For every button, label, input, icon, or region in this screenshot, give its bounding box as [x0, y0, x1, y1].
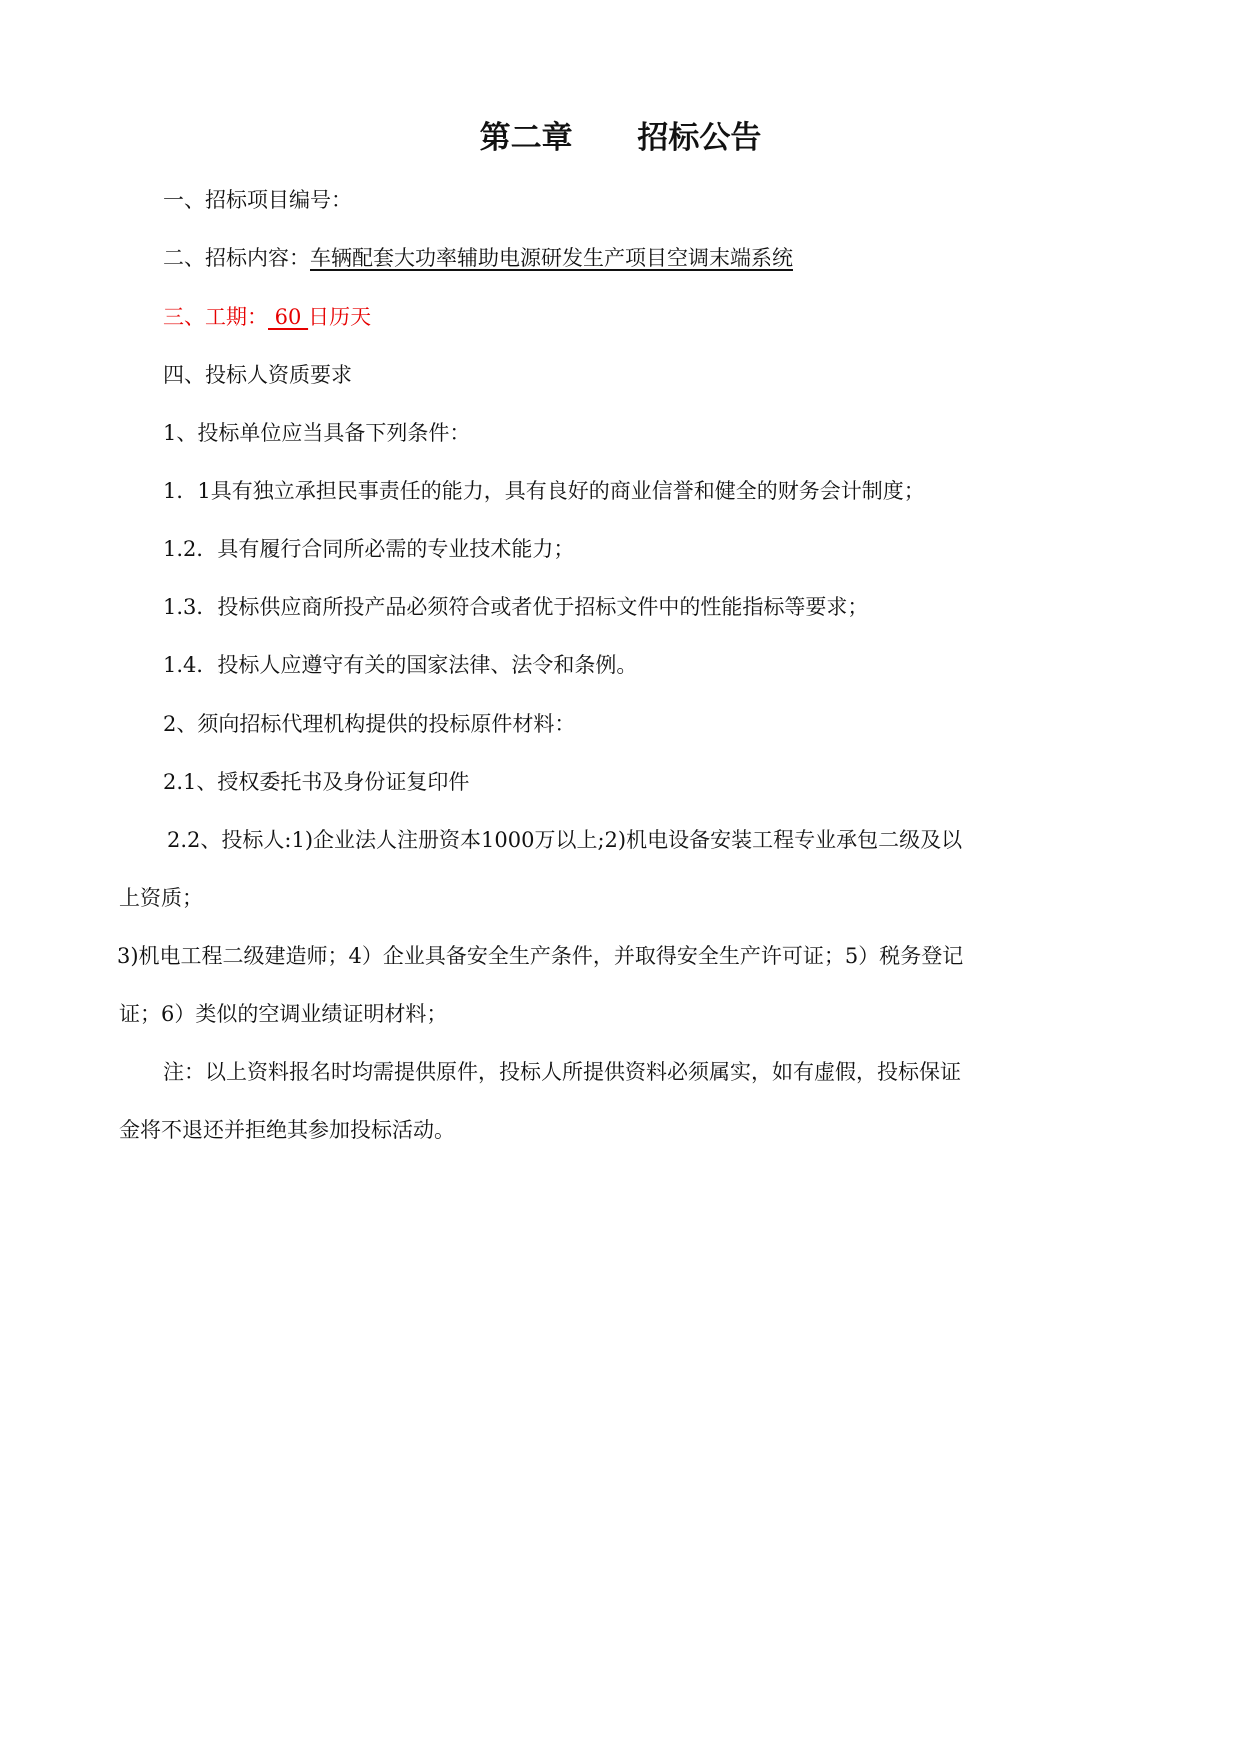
- requirement-2-2-line1: 2.2、投标人:1)企业法人注册资本1000万以上;2)机电设备安装工程专业承包二级及以: [167, 828, 963, 852]
- item-content-label: 二、招标内容：: [163, 246, 310, 270]
- requirement-1: 1、投标单位应当具备下列条件：: [163, 421, 471, 445]
- requirement-2-2-line3: 3)机电工程二级建造师；4）企业具备安全生产条件，并取得安全生产许可证；5）税务登记: [117, 944, 964, 968]
- item-duration: [163, 302, 371, 332]
- item-project-number: 一、招标项目编号：: [163, 188, 352, 212]
- requirement-2-2-line4: 证；6）类似的空调业绩证明材料；: [119, 1002, 448, 1026]
- page-title: 第二章 招标公告: [479, 120, 762, 156]
- item-content-value: 车辆配套大功率辅助电源研发生产项目空调末端系统: [310, 246, 793, 270]
- requirement-1-4: 1.4．投标人应遵守有关的国家法律、法令和条例。: [163, 653, 638, 677]
- requirement-2-2-line2: 上资质；: [119, 886, 203, 910]
- requirement-1-2: 1.2．具有履行合同所必需的专业技术能力；: [163, 537, 575, 561]
- requirement-1-1: 1．1具有独立承担民事责任的能力，具有良好的商业信誉和健全的财务会计制度；: [163, 479, 925, 503]
- item-content: [163, 243, 793, 273]
- note-line2: 金将不退还并拒绝其参加投标活动。: [119, 1118, 455, 1142]
- item-duration-label: 三、工期：: [163, 305, 268, 329]
- item-qualification: 四、投标人资质要求: [163, 363, 352, 387]
- item-duration-value: 60: [268, 305, 309, 329]
- note-line1: 注：以上资料报名时均需提供原件，投标人所提供资料必须属实，如有虚假，投标保证: [163, 1060, 961, 1084]
- requirement-2-1: 2.1、授权委托书及身份证复印件: [163, 770, 470, 794]
- requirement-1-3: 1.3．投标供应商所投产品必须符合或者优于招标文件中的性能指标等要求；: [163, 595, 869, 619]
- requirement-2: 2、须向招标代理机构提供的投标原件材料：: [163, 712, 576, 736]
- item-duration-suffix: 日历天: [308, 305, 372, 329]
